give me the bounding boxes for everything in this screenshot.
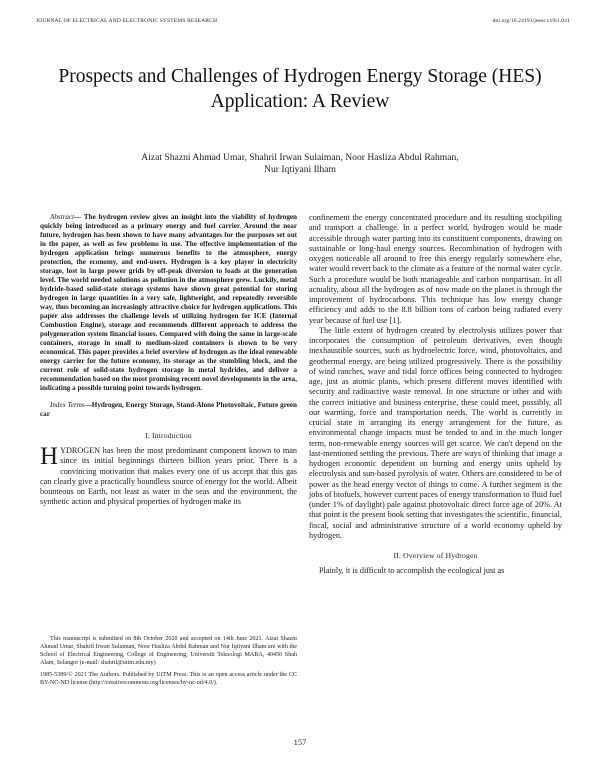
doi-header: doi.org/10.24191/jeesr.v19i1.021 <box>492 18 570 24</box>
authors-line-1: Aizat Shazni Ahmad Umar, Shahril Irwan Sulaiman, Noor Hasliza Abdul Rahman, <box>141 152 459 163</box>
section-heading-overview: II. Overview of Hydrogen <box>393 551 478 560</box>
right-column <box>309 213 562 576</box>
abstract-label: Abstract <box>50 213 75 221</box>
abstract <box>40 213 297 393</box>
page-number: 157 <box>293 737 307 747</box>
license-footnote: 1985-5389/© 2021 The Authors. Published by UiTM Press. This is an open access article under the CC BY-NC-ND license (http://creativecommons.org/licenses/by-nc-nd/4.0/). <box>40 672 297 687</box>
index-terms-text: —Hydrogen, Energy Storage, Stand-Alone Photovoltaic, Future green car <box>40 401 297 418</box>
index-terms <box>40 401 297 419</box>
left-column <box>40 213 297 508</box>
introduction-text: YDROGEN has been the most predominant component known to man since its initial beginnings thirteen billion years prior. There is a convincing motivation that makes every one of us accept that this gas can clearly give a practically boundless source of energy for the world. Albeit bounteous on Earth, not least as water in the seas and the environment, the synthetic action and physical properties of hydrogen make its <box>40 446 297 507</box>
body-paragraph-1: confinement the energy concentrated procedure and its resulting stockpiling and transport a challenge. In a perfect world, hydrogen would be made accessible through water parting into its constituent components, drawing on sustainable or long-haul energy sources. Recombination of hydrogen with oxygen noticeable all around to free this energy regularly somewhere else, water would revert back to the climate as a feature of the normal water cycle. Such a procedure would be both manageable and carbon nonpartisan. In all actuality, about all the hydrogen as of now made on the planet is through the improvement of hydrocarbons. This technique has low energy change efficiency and adds to the 8.8 billion tons of carbon being radiated every year because of fuel use [1]. <box>309 213 563 325</box>
journal-header: JOURNAL OF ELECTRICAL AND ELECTRONIC SYSTEMS RESEARCH <box>36 18 218 24</box>
footnote-block <box>40 635 297 688</box>
author-list <box>70 152 530 176</box>
manuscript-footnote: This manuscript is submitted on 8th October 2020 and accepted on 14th June 2021. Aizat Shazni Ahmad Umar, Shahril Irwan Sulaiman, Noor Hasliza Abdul Rahman and Nur Iqtiyani Ilham are with the School of Electrical Engineering, College of Engineering, Universiti Teknologi MARA, 40450 Shah Alam, Selangor (e-mail: shahril@uitm.edu.my) <box>40 636 297 667</box>
abstract-text: — The hydrogen review gives an insight into the viability of hydrogen quickly being introduced as a primary energy and fuel carrier. Around the near future, hydrogen has been shown to have many advantages for the purposes set out in the paper, as well as few problems in use. The effective implementation of the hydrogen application brings numerous benefits to the atmosphere, energy protection, the economy, and end-users. Hydrogen is a key player in electricity storage, lost in large power grids by off-peak diversion to loads at the generation level. The world needed solutions as pollution in the atmosphere grew. Luckily, metal hydride-based solid-state storage systems have shown great potential for storing hydrogen in large quantities in a very safe, lightweight, and repeatedly reversible way, thus becoming an increasingly attractive choice for hydrogen applications. This paper also addresses the challenge levels of utilizing hydrogen for ICE (Internal Combustion Engine), storage and recommends different approach to address the polygeneration system financial issues. Compared with doing the same in large-scale containers, storage in small to medium-sized containers is shown to be very economical. This paper provides a brief overview of hydrogen as the ideal renewable energy carrier for the future economy, its storage as the stumbling block, and the current role of solid-state hydrogen storage in metal hydrides, and deliver a recommendation based on the most promising recent novel developments in the area, indicating a possible turning point towards hydrogen. <box>40 213 297 392</box>
body-paragraph-3: Plainly, it is difficult to accomplish the ecological just as <box>319 566 505 575</box>
introduction-paragraph <box>40 443 297 508</box>
paper-title: Prospects and Challenges of Hydrogen Energy Storage (HES) Application: A Review <box>58 66 542 112</box>
authors-line-2: Nur Iqtiyani Ilham <box>264 164 336 175</box>
index-terms-label: Index Terms <box>50 401 85 409</box>
section-heading-introduction: I. Introduction <box>145 431 192 440</box>
body-paragraph-2: The little extent of hydrogen created by electrolysis utilizes power that incorporates the consumption of petroleum derivatives, even though inexhaustible sources, such as hydroelectric force, wind, photovoltaics, and geothermal energy, are being utilized progressively. There is the possibility of wind ranches, wave and tidal force offices being connected to hydrogen age, just as atomic plants, which present different moves identified with security and radioactive waste removal. In one structure or other and with the correct initiative and business enterprise, these could meet, possibly, all our warming, force and transportation needs. The world is currently in crucial state in arranging its energy arrangement for the future, as environmental change impacts must be tended to and in the much longer term, non-renewable energy sources will get scarce. We can't depend on the last-mentioned settling the previous. There are ways of thinking that image a hydrogen economic dependent on burning and energy units upheld by electrolysis and sun-based pyrolysis of water. Others are considered to be of power as the head energy vector of things to come. A further segment is the jobs of biofuels, however current paces of energy transformation to fluid fuel (under 1% of daylight) pale against photovoltaic direct force age of 20%. At that point is the present book setting that investigates the scientific, financial, fiscal, social and administrative structure of a world economy upheld by hydrogen. <box>309 325 562 540</box>
drop-cap: H <box>40 443 59 470</box>
